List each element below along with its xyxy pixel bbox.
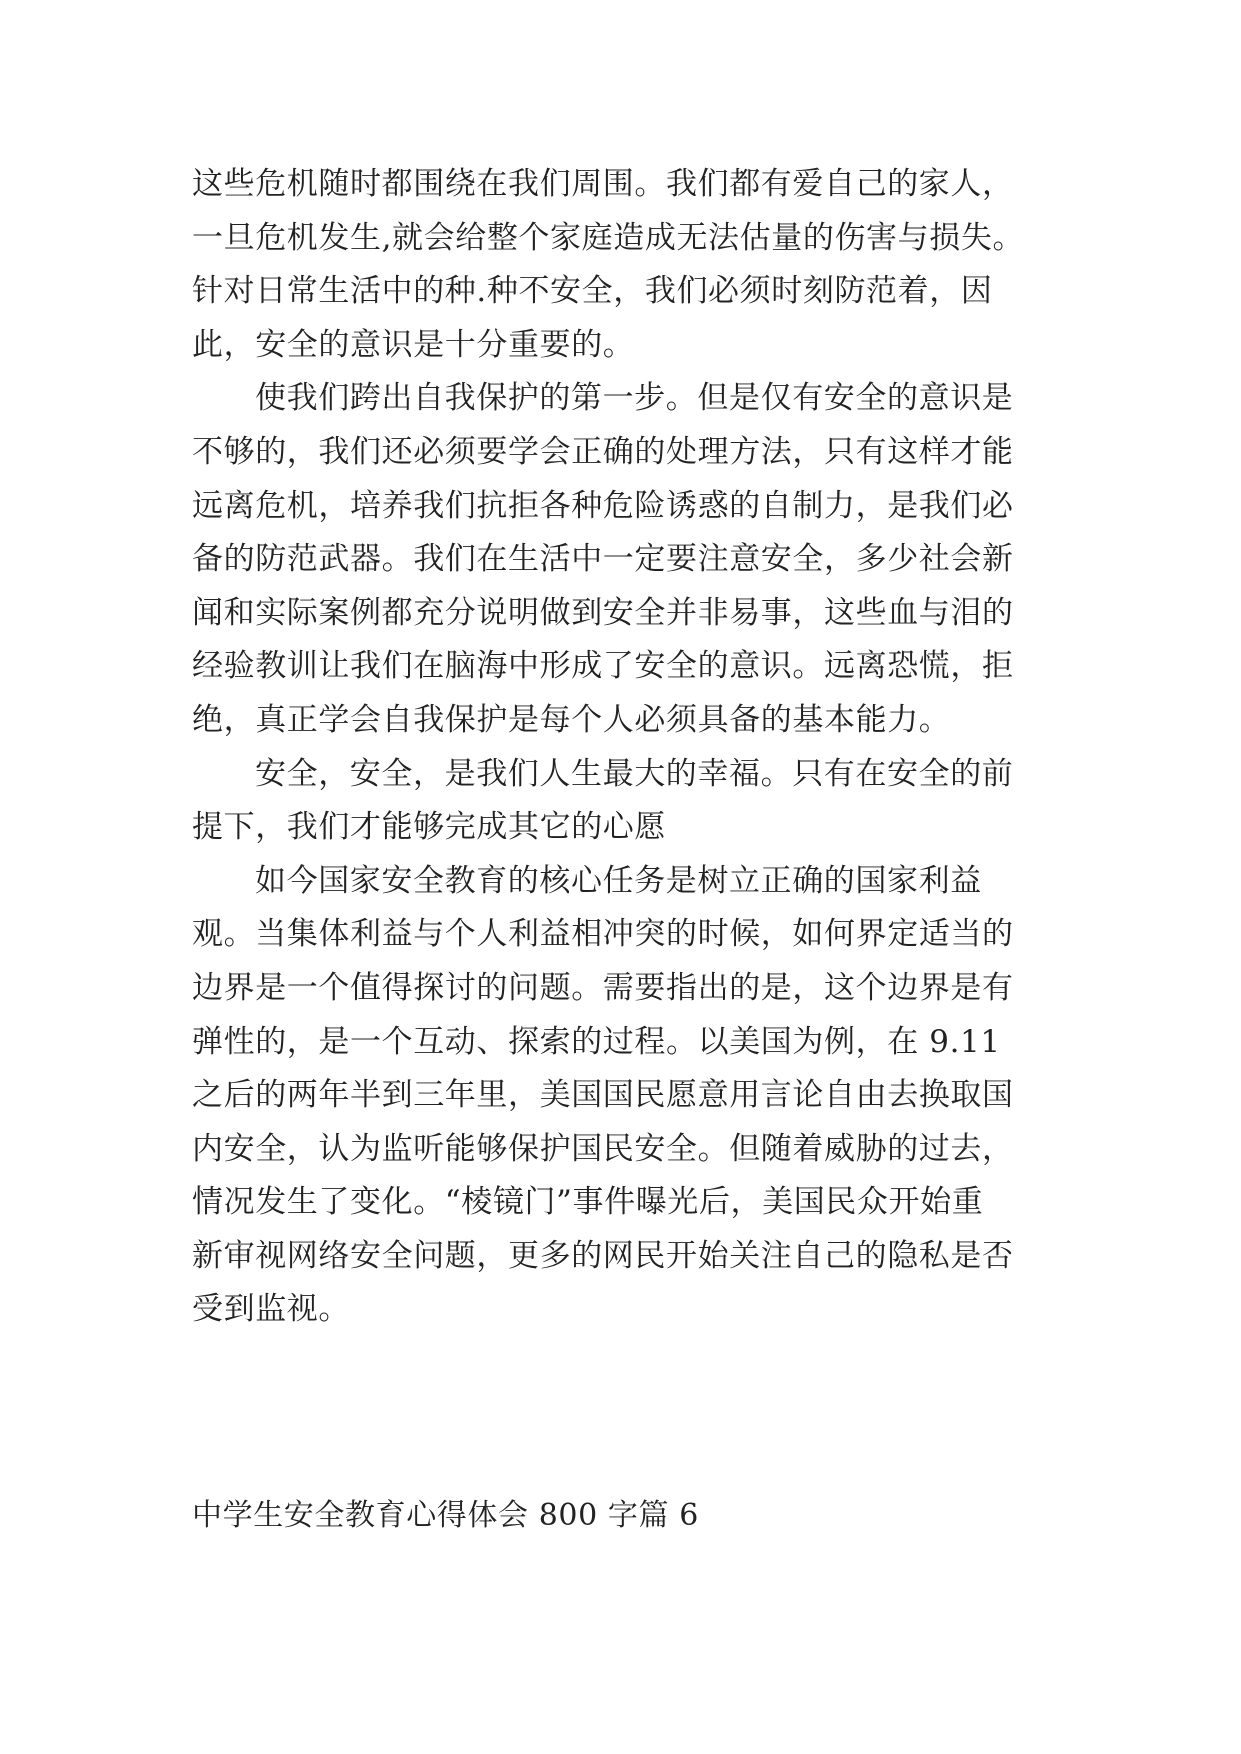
paragraph-1-line-2: 一旦危机发生,就会给整个家庭造成无法估量的伤害与损失。	[192, 219, 1025, 256]
paragraph-4-line-5: 之后的两年半到三年里，美国国民愿意用言论自由去换取国	[192, 1077, 1014, 1114]
paragraph-4-line-1: 如今国家安全教育的核心任务是树立正确的国家利益	[255, 862, 982, 899]
paragraph-2-line-6: 经验教训让我们在脑海中形成了安全的意识。远离恐慌，拒	[192, 648, 1014, 685]
document-body	[192, 158, 1092, 1337]
paragraph-2-line-4: 备的防范武器。我们在生活中一定要注意安全，多少社会新	[192, 541, 1014, 578]
paragraph-4-line-2: 观。当集体利益与个人利益相冲突的时候，如何界定适当的	[192, 916, 1014, 953]
section-heading: 中学生安全教育心得体会 800 字篇 6	[192, 1498, 699, 1533]
paragraph-1-line-1: 这些危机随时都围绕在我们周围。我们都有爱自己的家人，	[192, 166, 1014, 202]
paragraph-4-line-4: 弹性的，是一个互动、探索的过程。以美国为例，在 9.11	[192, 1023, 1001, 1060]
paragraph-4-line-9: 受到监视。	[192, 1291, 350, 1328]
paragraph-2-line-3: 远离危机，培养我们抗拒各种危险诱惑的自制力，是我们必	[192, 487, 1014, 524]
paragraph-3-line-2: 提下，我们才能够完成其它的心愿	[192, 809, 666, 846]
paragraph-1-line-4: 此，安全的意识是十分重要的。	[192, 326, 635, 363]
paragraph-4-line-6: 内安全，认为监听能够保护国民安全。但随着威胁的过去，	[192, 1130, 1014, 1167]
paragraph-3-line-1: 安全，安全，是我们人生最大的幸福。只有在安全的前	[255, 755, 1014, 792]
paragraph-4-line-8: 新审视网络安全问题，更多的网民开始关注自己的隐私是否	[192, 1237, 1014, 1274]
paragraph-4-line-3: 边界是一个值得探讨的问题。需要指出的是，这个边界是有	[192, 969, 1014, 1006]
paragraph-2-line-2: 不够的，我们还必须要学会正确的处理方法，只有这样才能	[192, 433, 1014, 470]
paragraph-4-line-7: 情况发生了变化。“棱镜门”事件曝光后，美国民众开始重	[192, 1184, 984, 1221]
paragraph-1-line-3: 针对日常生活中的种.种不安全，我们必须时刻防范着，因	[192, 273, 993, 310]
paragraph-2-line-7: 绝，真正学会自我保护是每个人必须具备的基本能力。	[192, 701, 951, 738]
paragraph-2-line-1: 使我们跨出自我保护的第一步。但是仅有安全的意识是	[255, 380, 1014, 417]
paragraph-2-line-5: 闻和实际案例都充分说明做到安全并非易事，这些血与泪的	[192, 594, 1014, 631]
